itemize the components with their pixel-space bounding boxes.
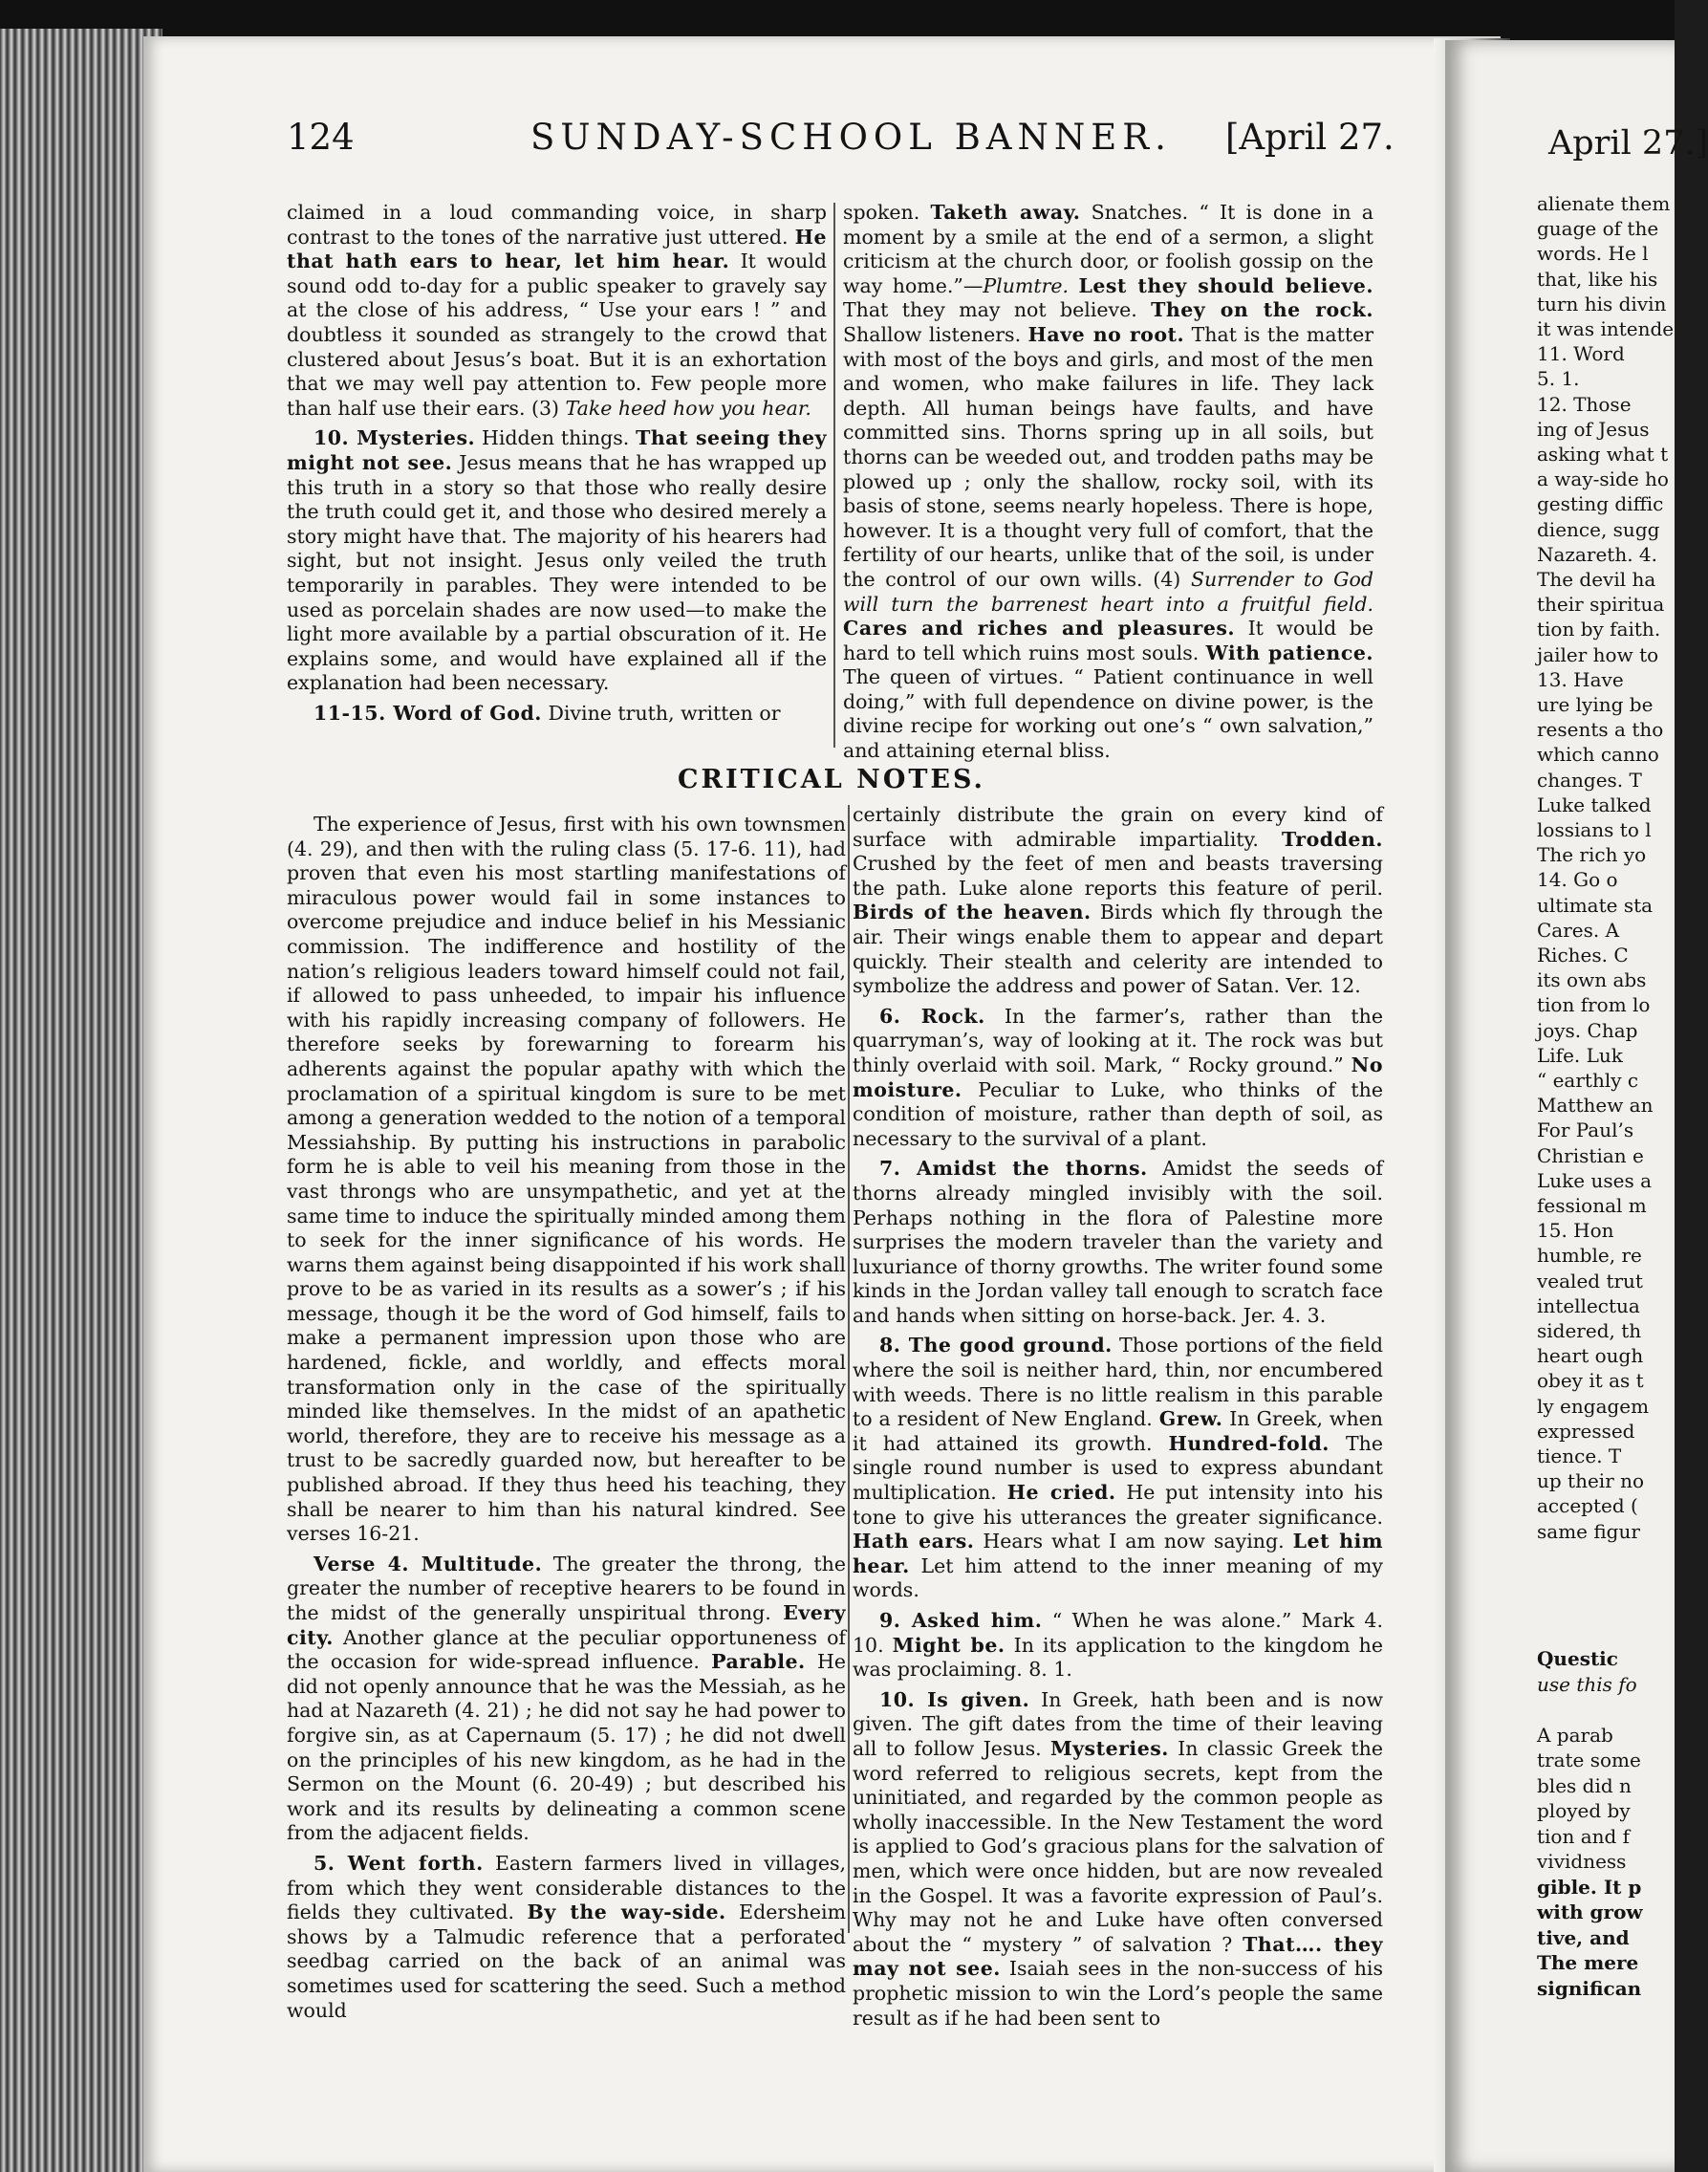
right-page-line: The devil ha [1537, 568, 1656, 591]
column-rule [833, 203, 835, 748]
right-page-line: its own abs [1537, 968, 1647, 992]
right-page-line: turn his divin [1537, 292, 1667, 315]
right-page-line: obey it as t [1537, 1369, 1644, 1393]
book-page-edges [0, 29, 162, 2172]
right-page-line: Nazareth. 4. [1537, 542, 1657, 566]
body-text: Divine truth, written or [541, 701, 781, 725]
bold-term: Lest they should believe. [1078, 273, 1373, 297]
right-page-line: asking what t [1537, 443, 1669, 466]
right-page-line: The rich yo [1537, 843, 1647, 867]
right-page-line: 13. Have [1537, 667, 1624, 691]
body-text: Snatches. “ It is done in a moment by a smile at the end of a sermon, a slight criticism at the church door, or foolish gossip on the way home.”— [843, 201, 1373, 297]
column-top-right [843, 201, 1373, 770]
right-page-line: guage of the [1537, 217, 1659, 241]
right-page-line: ployed by [1537, 1799, 1631, 1822]
body-text: That they may not believe. [843, 298, 1152, 322]
bold-term: Have no root. [1027, 322, 1185, 346]
right-page-line: up their no [1537, 1469, 1645, 1493]
masthead-title: SUNDAY-SCHOOL BANNER. [530, 117, 1172, 158]
paragraph [287, 1553, 846, 1846]
italic-text: Surrender to God will turn the barrenest heart into a fruitful field. [843, 567, 1373, 616]
body-text: claimed in a loud commanding voice, in sharp contrast to the tones of the narrative just uttered. [287, 201, 827, 249]
body-text: The experience of Jesus, first with his own townsmen (4. 29), and then with the ruling class (5. 17-6. 11), had proven that even his most startling manifestations of miraculous power would fail in some instances to overcome prejudice and induce belief in his Messianic commission. The indifference and hostility of the nation’s religious leaders toward himself could not fail, if allowed to pass unheeded, to impair his influence with his rapidly increasing company of followers. He therefore seeks by forewarning to forearm his adherents against the popular apathy with which the proclamation of a spiritual kingdom is sure to be met among a generation wedded to the notion of a temporal Messiahship. By putting his instructions in parabolic form he is able to veil his meaning from those in the vast throngs who are unsympathetic, and yet at the same time to induce the spiritually minded among them to seek for the inner significance of his words. He warns them against being disappointed if his work shall prove to be as varied in its results as a sower’s ; if his message, though it be the word of God himself, fails to make a permanent impression upon those who are hardened, fickle, and worldly, and effects moral transformation only in the case of the spiritually minded like themselves. In the midst of an apathetic world, therefore, they are to receive his message as a trust to be sacredly guarded now, but hereafter to be published abroad. If they thus heed his teaching, they shall be nearer to him than his natural kindred. See verses 16-21. [287, 813, 846, 1546]
right-page-line: 5. 1. [1537, 367, 1580, 391]
body-text: Isaiah sees in the non-success of his prophetic mission to win the Lord’s people the same result as if he had been sent to [853, 1957, 1383, 2030]
right-page-line: A parab [1537, 1723, 1613, 1747]
bold-term: 6. Rock. [879, 1004, 985, 1028]
right-page-line: intellectua [1537, 1293, 1640, 1317]
paragraph [287, 1852, 846, 2023]
right-page-line: tive, and [1537, 1925, 1630, 1949]
bold-term: 9. Asked him. [879, 1609, 1043, 1632]
bold-term: Hath ears. [853, 1530, 975, 1553]
body-text: Amidst the seeds of thorns already mingled invisibly with the soil. Perhaps nothing in the flora of Palestine more surprises the modern traveler than the variety and luxuriance of thorny growths. The writer found some kinds in the Jordan valley tall enough to scratch face and hands when sitting on horse-back. Jer. 4. 3. [853, 1157, 1383, 1327]
column-top-left [287, 201, 827, 731]
bold-term: 5. Went forth. [313, 1851, 484, 1875]
right-page-line: dience, sugg [1537, 517, 1660, 541]
bold-term: By the way-side. [527, 1900, 726, 1924]
bold-term: He cried. [1006, 1481, 1116, 1505]
column-bottom-left [287, 813, 846, 2029]
body-text: Shallow listeners. [843, 322, 1028, 346]
right-page-line: words. He l [1537, 242, 1649, 266]
body-text: Hidden things. [475, 426, 637, 450]
body-text: In its application to the kingdom he was proclaiming. 8. 1. [853, 1633, 1383, 1682]
paragraph [287, 426, 827, 696]
body-text: Crushed by the feet of men and beasts traversing the path. Luke alone reports this feature of peril. [853, 852, 1383, 900]
right-page-line: 15. Hon [1537, 1219, 1614, 1243]
right-page-line: it was intende [1537, 317, 1675, 340]
bold-term: Grew. [1158, 1407, 1223, 1431]
right-page-line: resents a tho [1537, 718, 1664, 742]
right-page-line: lossians to l [1537, 818, 1652, 841]
right-page-line: humble, re [1537, 1244, 1642, 1268]
body-text: Edersheim shows by a Talmudic reference that a perforated seedbag carried on the back of an animal was sometimes used for scattering the seed. Such a method would [287, 1900, 847, 2022]
body-text: It would be hard to tell which ruins most souls. [843, 617, 1373, 664]
right-page-line: gesting diffic [1537, 492, 1664, 516]
bold-term: Let him hear. [853, 1530, 1384, 1577]
right-page-line: use this fo [1537, 1672, 1637, 1696]
right-page-line: changes. T [1537, 768, 1642, 792]
right-page-line: fessional m [1537, 1194, 1647, 1217]
bold-term: Might be. [892, 1633, 1005, 1657]
body-text: Eastern farmers lived in villages, from which they went considerable distances to the fields they cultivated. [287, 1851, 847, 1924]
header-date: [April 27. [1225, 117, 1395, 158]
right-page-line: with grow [1537, 1900, 1643, 1923]
bold-term: They on the rock. [1151, 298, 1373, 322]
bold-term: 10. Mysteries. [313, 426, 476, 450]
right-page-line: vividness [1537, 1850, 1627, 1873]
body-text: The single round number is used to express abundant multiplication. [853, 1431, 1383, 1505]
column-rule [848, 805, 850, 1933]
bold-term: Cares and riches and pleasures. [843, 617, 1236, 641]
body-text: That is the matter with most of the boys and girls, and most of the men and women, who make failures in life. They lack depth. All human beings have faults, and have committed sins. Thorns spring up in all soils, but thorns can be weeded out, and trodden paths may be plowed up ; only the shallow, rocky soil, with its basis of stone, seems nearly hopeless. There is hope, however. It is a thought very full of comfort, that the fertility of our hearts, unlike that of the soil, is under the control of our own wills. (4) [843, 322, 1373, 591]
right-page-line: tion from lo [1537, 993, 1651, 1017]
right-page-line: sidered, th [1537, 1319, 1642, 1342]
right-page-line: their spiritua [1537, 593, 1665, 617]
paragraph [853, 803, 1383, 999]
body-text: spoken. [843, 201, 931, 224]
right-page-line: 12. Those [1537, 392, 1632, 416]
bold-term: Trodden. [1282, 827, 1383, 851]
right-page-line: which canno [1537, 743, 1659, 767]
paragraph [287, 813, 846, 1547]
bold-term: Verse 4. Multitude. [313, 1552, 543, 1575]
body-text: In Greek, when it had attained its growth. [853, 1407, 1384, 1455]
body-text: Another glance at the peculiar opportuneness of the occasion for wide-spread influence. [287, 1625, 846, 1674]
right-page-line: vealed trut [1537, 1269, 1643, 1292]
bold-term: Parable. [711, 1650, 806, 1674]
right-page-line: For Paul’s [1537, 1119, 1634, 1142]
right-page-line: “ earthly c [1537, 1069, 1639, 1092]
page-number: 124 [287, 117, 355, 158]
right-page-line: a way-side ho [1537, 467, 1669, 491]
paragraph [853, 1334, 1383, 1603]
right-page-line: Questic [1537, 1647, 1618, 1670]
body-text: In classic Greek the word referred to religious secrets, kept from the uninitiated, and regarded by the common people as wholly inaccessible. In the New Testament the word is applied to God’s gracious plans for the salvation of men, which were once hidden, but are now revealed in the Gospel. It was a favorite expression of Paul’s. Why may not he and Luke have often conversed about the “ mystery ” of salvation ? [853, 1736, 1383, 1956]
body-text: In Greek, hath been and is now given. The gift dates from the time of their leaving all to follow Jesus. [853, 1687, 1384, 1760]
right-page-line: Christian e [1537, 1143, 1644, 1167]
right-page-line: 11. Word [1537, 342, 1625, 366]
right-page-line: significan [1537, 1976, 1642, 2000]
right-page-line: ultimate sta [1537, 893, 1654, 917]
right-page-line: Luke uses a [1537, 1168, 1652, 1192]
body-text: He put intensity into his tone to give his utterances the greater significance. [853, 1481, 1383, 1529]
body-text: Jesus means that he has wrapped up this truth in a story so that those who really desire the truth could get it, and those who desired merely a story might have that. The majority of his hearers had sight, but not insight. Jesus only veiled the truth temporarily in parables. They were intended to be used as porcelain shades are now used—to make the light more available by a partial obscuration of it. He explains some, and would have explained all if the explanation had been necessary. [287, 450, 827, 695]
bold-term: Taketh away. [930, 201, 1081, 224]
right-page-line: tion and f [1537, 1824, 1631, 1848]
paragraph [853, 1688, 1383, 2031]
right-page [1445, 40, 1708, 2172]
right-page-line: accepted ( [1537, 1494, 1638, 1518]
right-page-line: Cares. A [1537, 918, 1620, 942]
italic-text: Plumtre. [983, 273, 1070, 297]
paragraph [287, 702, 827, 727]
right-page-line: The mere [1537, 1951, 1639, 1974]
paragraph [843, 201, 1373, 764]
bold-term: 8. The good ground. [879, 1334, 1113, 1358]
italic-text: Take heed how you hear. [565, 396, 811, 420]
right-page-line: jailer how to [1537, 642, 1659, 666]
right-page-line: heart ough [1537, 1344, 1644, 1368]
bold-term: Birds of the heaven. [853, 901, 1092, 924]
right-page-line: that, like his [1537, 267, 1658, 291]
right-page-line: Riches. C [1537, 944, 1629, 967]
paragraph [853, 1005, 1383, 1152]
body-text: The greater the throng, the greater the number of receptive hearers to be found in the midst of the generally unspiritual throng. [287, 1552, 847, 1624]
body-text: Birds which fly through the air. Their wings enable them to appear and depart quickly. Their stealth and celerity are intended to symbolize the address and power of Satan. Ver. 12. [853, 901, 1383, 998]
right-page-line: expressed [1537, 1419, 1635, 1443]
body-text: He did not openly announce that he was the Messiah, as he had at Nazareth (4. 21) ; he did not say he had power to forgive sin, as at Capernaum (5. 17) ; he did not dwell on the principles of his new kingdom, as he had in the Sermon on the Mount (6. 20-49) ; but described his work and its results by delineating a common scene from the adjacent fields. [287, 1650, 846, 1845]
paragraph [287, 201, 827, 421]
bold-term: That seeing they might not see. [287, 426, 827, 474]
right-page-line: Matthew an [1537, 1094, 1654, 1118]
bold-term: 10. Is given. [879, 1687, 1030, 1711]
bold-term: That…. they may not see. [853, 1932, 1383, 1981]
right-page-line: joys. Chap [1537, 1018, 1638, 1042]
right-page-line: Life. Luk [1537, 1043, 1623, 1067]
right-page-line: same figur [1537, 1519, 1640, 1543]
body-text: Hears what I am now saying. [974, 1530, 1293, 1553]
body-text: “ When he was alone.” Mark 4. 10. [853, 1609, 1383, 1657]
right-page-line: gible. It p [1537, 1875, 1642, 1899]
body-text: It would sound odd to-day for a public speaker to gravely say at the close of his address, “ Use your ears ! ” and doubtless it sounded as strangely to the crowd that clustered about Jesus’s boat. But it is an exhortation that we may well pay attention to. Few people more than half use their ears. (3) [287, 250, 828, 420]
right-page-line: tion by faith. [1537, 618, 1661, 641]
body-text: In the farmer’s, rather than the quarryman’s, way of looking at it. The rock was but thinly overlaid with soil. Mark, “ Rocky ground.” [853, 1004, 1383, 1076]
body-text: certainly distribute the grain on every kind of surface with admirable impartiality. [853, 803, 1383, 851]
body-text: Those portions of the field where the soil is neither hard, thin, nor encumbered with weeds. There is no little realism in this parable to a resident of New England. [853, 1334, 1383, 1431]
body-text: Let him attend to the inner meaning of my words. [853, 1553, 1383, 1602]
right-page-line: tience. T [1537, 1444, 1622, 1467]
right-page-line: bles did n [1537, 1773, 1632, 1797]
paragraph [853, 1609, 1383, 1683]
paragraph [853, 1157, 1383, 1328]
bold-term: Hundred-fold. [1168, 1431, 1330, 1455]
bold-term: No moisture. [853, 1053, 1383, 1101]
bold-term: Mysteries. [1049, 1736, 1169, 1760]
bold-term: Every city. [287, 1601, 846, 1649]
right-page-line: ure lying be [1537, 693, 1654, 716]
right-page-line: trate some [1537, 1748, 1641, 1771]
right-page-line: ly engagem [1537, 1394, 1650, 1418]
bold-term: He that hath ears to hear, let him hear. [287, 225, 827, 273]
bold-term: With patience. [1205, 641, 1373, 664]
bold-term: 7. Amidst the thorns. [879, 1157, 1148, 1181]
body-text: Peculiar to Luke, who thinks of the condition of moisture, rather than depth of soil, as necessary to the survival of a plant. [853, 1077, 1383, 1150]
right-page-line: Luke talked [1537, 793, 1652, 816]
right-page-line: ing of Jesus [1537, 417, 1650, 441]
right-page-line: 14. Go o [1537, 868, 1618, 892]
section-heading-critical-notes: CRITICAL NOTES. [678, 765, 985, 794]
right-page-header: April 27.] [1548, 124, 1708, 163]
right-page-line: alienate them [1537, 192, 1671, 215]
column-bottom-right [853, 803, 1383, 2036]
body-text: The queen of virtues. “ Patient continuance in well doing,” with full dependence on divine power, is the divine recipe for working out one’s “ own salvation,” and attaining eternal bliss. [843, 665, 1373, 763]
bold-term: 11-15. Word of God. [313, 701, 542, 725]
body-text [1069, 274, 1078, 297]
